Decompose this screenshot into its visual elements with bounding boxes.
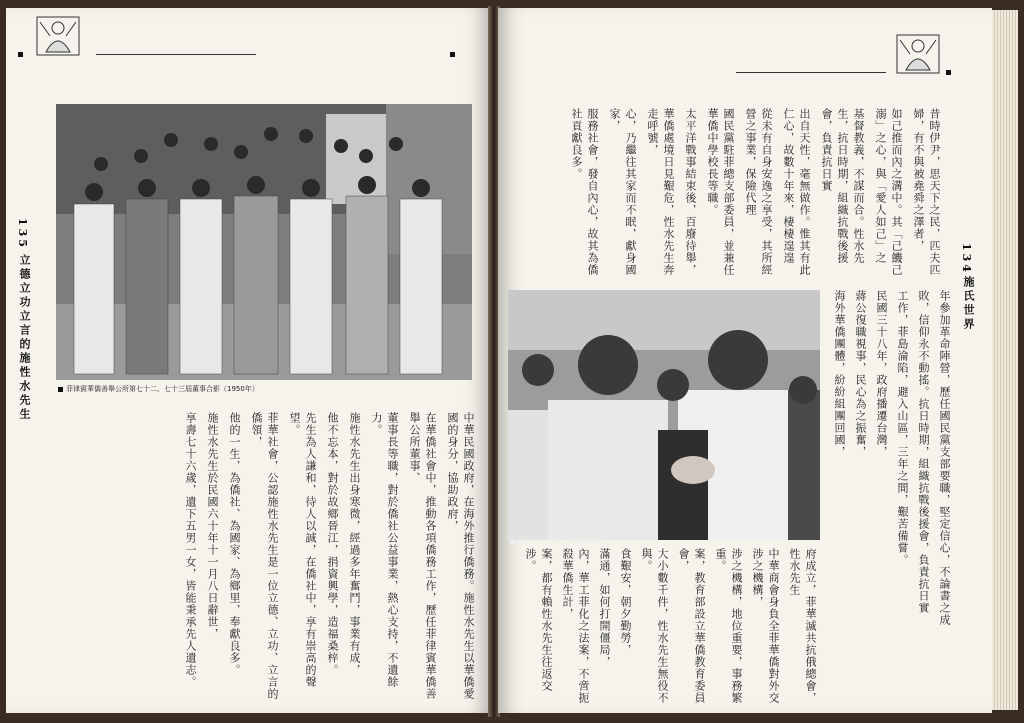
upper-body-text xyxy=(518,108,942,284)
header-rule xyxy=(736,72,886,73)
text-column: 國民黨駐菲總支部委員，並兼任華僑中學校長等職。 xyxy=(706,108,735,276)
text-column: 施性水先生於民國六十年十一月八日辭世， xyxy=(206,412,219,640)
running-title: 立德立功立言的施性水先生 xyxy=(18,254,31,422)
page-edges xyxy=(992,10,1018,710)
handshake-photo xyxy=(508,290,820,540)
text-column: 涉之機構，地位重要，事務繁重。 xyxy=(714,548,743,704)
page-number: 134 xyxy=(960,243,973,275)
text-column: 施性水先生出身寒微，經過多年奮鬥，事業有成， xyxy=(348,412,361,676)
text-column: 出自天性，毫無做作。惟其有此仁心，故數十年來，棲棲遑遑 xyxy=(782,108,811,276)
text-column: 大小數千件，性水先生無役不與。 xyxy=(640,548,669,704)
caption-marker xyxy=(510,539,515,544)
group-photo xyxy=(56,104,472,380)
text-column: 從未有自身安逸之享受，其所經營之事業，保險代理 xyxy=(744,108,773,276)
text-column: 食艱安，朝夕勤勞， xyxy=(619,548,632,656)
handshake-photo-image xyxy=(508,290,820,540)
corner-mark xyxy=(946,70,951,75)
text-column: 太平洋戰事結束後，百廢待舉， xyxy=(684,108,697,276)
lower-body-text xyxy=(518,548,818,708)
page-number: 135 xyxy=(16,218,29,250)
side-body-text xyxy=(824,290,952,710)
header-rule xyxy=(96,54,256,55)
text-column: 他的一生，為僑社、為國家、為鄉里，奉獻良多。 xyxy=(228,412,241,676)
text-column: 民國三十八年，政府播遷台灣， xyxy=(875,290,888,458)
text-column: 年參加革命陣營，歷任國民黨支部要職，堅定信心，不論書之成 xyxy=(938,290,951,626)
scholar-emblem-icon xyxy=(896,34,940,74)
corner-mark xyxy=(450,52,455,57)
text-column: 心，乃繼往其家而不眠，獻身國家， xyxy=(608,108,637,276)
running-title: 施氏世界 xyxy=(962,276,975,332)
caption-text: 菲律賓華僑善舉公所第七十二、七十三屆董事合影（1950年） xyxy=(66,385,259,393)
text-column: 服務社會，發自內心，故其為僑社貢獻良多。 xyxy=(570,108,599,276)
text-column: 如己推而內之溝中。其「己饑己溺」之心，與「愛人如己」之 xyxy=(874,108,903,276)
left-page xyxy=(6,8,490,713)
text-column: 海外華僑團體，紛紛組團回國， xyxy=(833,290,846,458)
text-column: 敗，信仰永不動搖。抗日時期，組織抗戰後援會，負責抗日實 xyxy=(917,290,930,614)
text-column: 中華商會身負全菲華僑對外交涉之機構， xyxy=(751,548,780,704)
group-photo-image xyxy=(56,104,472,380)
right-page xyxy=(498,8,992,713)
text-column: 菲華社會，公認施性水先生是一位立德、立功、立言的僑領， xyxy=(250,412,279,700)
text-column: 滿通，如何打開僵局， xyxy=(598,548,611,668)
text-column: 華僑處境日見艱危，性水先生奔走呼號， xyxy=(646,108,675,276)
text-column: 在華僑社會中，推動各項僑務工作，歷任菲律賓華僑善舉公所董事、 xyxy=(408,412,437,700)
text-column: 案，都有賴性水先生往返交涉。 xyxy=(524,548,553,692)
text-column: 工作，菲島淪陷，避入山區，三年之間，艱苦備嘗。 xyxy=(896,290,909,566)
text-column: 昔時伊尹，思天下之民，匹夫匹婦，有不與被堯舜之澤者， xyxy=(912,108,941,276)
scholar-emblem-icon xyxy=(36,16,80,56)
text-column: 案，教育部設立華僑教育委員會， xyxy=(677,548,706,704)
text-column: 先生為人謙和，待人以誠，在僑社中，享有崇高的聲望。 xyxy=(288,412,317,688)
text-column: 董事長等職，對於僑社公益事業，熱心支持，不遺餘力。 xyxy=(370,412,399,688)
text-column: 享壽七十六歲，遺下五男一女，皆能秉承先人遺志。 xyxy=(184,412,197,688)
caption-text: 施性水先生與菲律賓總統握手 xyxy=(518,537,609,545)
text-column: 他不忘本，對於故鄉晉江，捐資興學，造福桑梓。 xyxy=(326,412,339,676)
photo-caption xyxy=(510,536,609,546)
text-column: 內，華工菲化之法案，不啻扼殺華僑生計， xyxy=(561,548,590,704)
caption-marker xyxy=(58,387,63,392)
corner-mark xyxy=(18,52,23,57)
body-text xyxy=(126,412,476,702)
text-column: 府成立，菲華滅共抗俄總會，性水先生 xyxy=(788,548,817,704)
text-column: 基督教義，不謀而合。性水先生，抗日時期，組織抗戰後援會，負責抗日實 xyxy=(820,108,865,264)
text-column: 蔣公復職視事，民心為之振奮， xyxy=(854,290,867,458)
photo-caption xyxy=(58,384,259,394)
text-column: 中華民國政府，在海外推行僑務。施性水先生以華僑愛國的身分，協助政府， xyxy=(446,412,475,700)
